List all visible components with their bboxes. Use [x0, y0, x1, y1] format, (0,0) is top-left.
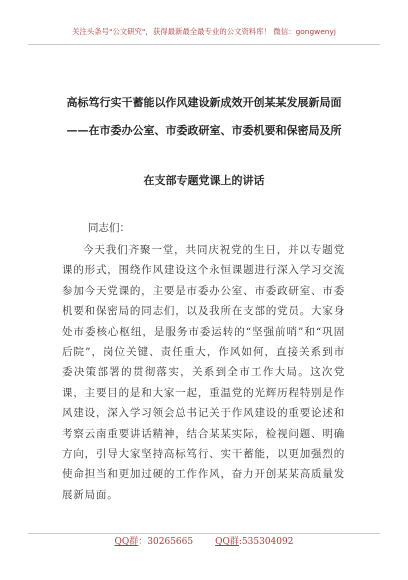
- header-divider: [28, 44, 380, 45]
- header-promo-note: 关注头条号"公文研究"，获得最新最全最专业的公文资料库！ 微信：gongwenyj: [72, 27, 336, 36]
- document-subtitle-line-1: ——在市委办公室、市委政研室、市委机要和保密局及所: [66, 124, 342, 137]
- salutation: 同志们：: [88, 222, 130, 234]
- footer-qq-label-1: QQ群: [114, 537, 139, 547]
- footer-qq-sep-2: :: [238, 537, 242, 547]
- footer-contact: [0, 536, 408, 548]
- document-title: 高标笃行实干蓄能以作风建设新成效开创某某发展新局面: [66, 96, 342, 109]
- body-paragraph: 今天我们齐聚一堂，共同庆祝党的生日，并以专题党课的形式，围绕作风建设这个永恒课题进行深入学习交流参加今天党课的，主要是市委办公室、市委政研室、市委机要和保密局的同志们，以及我所在支部的党员。大家身处市委核心枢纽，是服务市委运转的“坚强前哨”和“巩固后院”，岗位关键、责任重大，作风如何，直接关系到市委决策部署的贯彻落实，关系到全市工作大局。这次党课，主要目的是和大家一起，重温党的光辉历程特别是作风建设，深入学习领会总书记关于作风建设的重要论述和考察云南重要讲话精神，结合某某实际，检视问题、明确方向，引导大家坚持高标笃行、实干蓄能，以更加强烈的使命担当和更加过硬的工作作风，奋力开创某某高质量发展新局面。: [62, 244, 345, 501]
- footer-qq-label-2: QQ群: [215, 537, 239, 547]
- footer-qq-number-2: 535304092: [241, 537, 294, 547]
- footer-qq-number-1: 30265665: [147, 537, 194, 547]
- footer-divider: [28, 533, 380, 534]
- document-subtitle-line-2: 在支部专题党课上的讲话: [143, 174, 265, 187]
- footer-qq-sep-1: ：: [138, 537, 148, 547]
